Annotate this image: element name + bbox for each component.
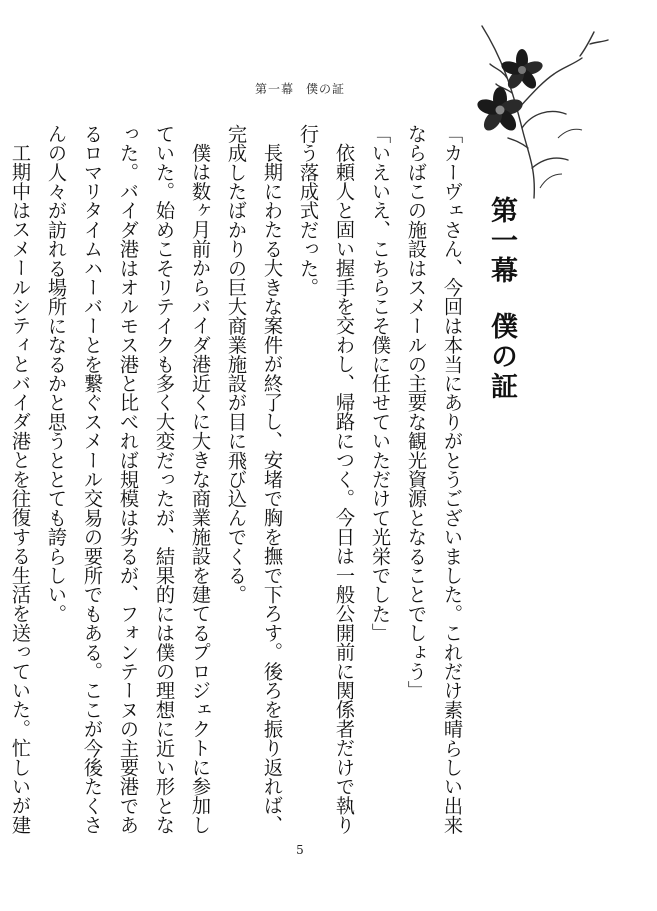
paragraph: 僕は数ヶ月前からバイダ港近くに大きな商業施設を建てるプロジェクトに参加していた。始めこそリテイクも多く大変だったが、結果的には僕の理想に近い形となった。バイダ港はオルモス港と比べれば規模は劣るが、フォンテーヌの主要港であるロマリタイムハーバーとを繋ぐスメール交易の要所でもある。ここが今後たくさんの人々が訪れる場所になるかと思うととても誇らしい。 bbox=[45, 124, 212, 835]
body-text bbox=[9, 124, 470, 844]
paragraph: 工期中はスメールシティとバイダ港とを往復する生活を送っていた。忙しいが建 bbox=[9, 143, 32, 835]
paragraph: 依頼人と固い握手を交わし、帰路につく。今日は一般公開前に関係者だけで執り行う落成式だった。 bbox=[297, 124, 356, 835]
chapter-heading-number: 第一幕 bbox=[486, 196, 517, 286]
page-number: 5 bbox=[296, 843, 304, 857]
chapter-heading-title: 僕の証 bbox=[486, 312, 517, 402]
paragraph: 「カーヴェさん、今回は本当にありがとうございました。これだけ素晴らしい出来ならばこの施設はスメールの主要な観光資源となることでしょう」 bbox=[405, 124, 464, 835]
paragraph: 「いえいえ、こちらこそ僕に任せていただけて光栄でした」 bbox=[369, 124, 392, 643]
running-head-title: 僕の証 bbox=[306, 82, 346, 96]
paragraph: 長期にわたる大きな案件が終了し、安堵で胸を撫で下ろす。後ろを振り返れば、完成したばかりの巨大商業施設が目に飛び込んでくる。 bbox=[225, 124, 284, 835]
running-head-chapter: 第一幕 bbox=[254, 82, 294, 96]
chapter-heading bbox=[488, 196, 515, 402]
cosmos-flower-icon bbox=[462, 18, 652, 208]
